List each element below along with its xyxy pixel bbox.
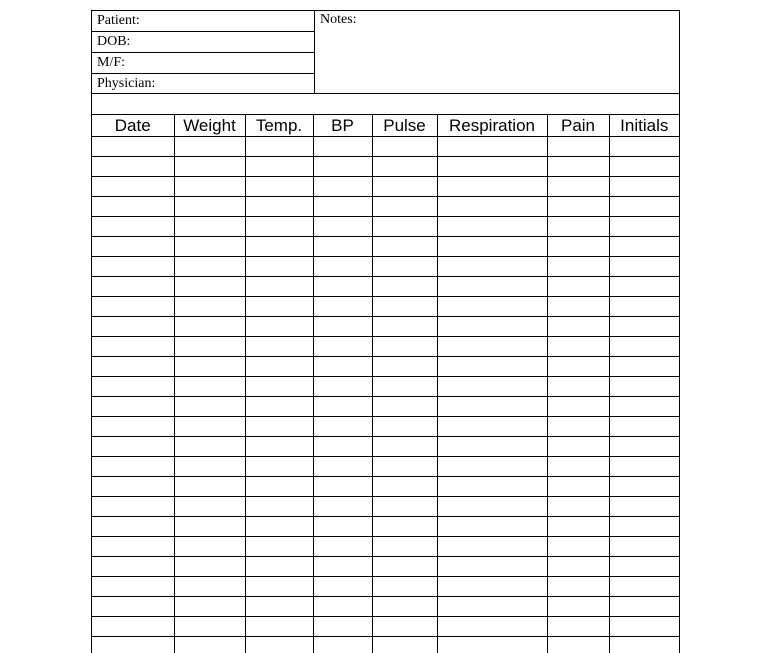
table-cell[interactable]: [437, 357, 547, 377]
table-cell[interactable]: [547, 637, 609, 653]
table-cell[interactable]: [609, 377, 679, 397]
table-cell[interactable]: [437, 317, 547, 337]
table-cell[interactable]: [313, 577, 372, 597]
table-cell[interactable]: [174, 517, 245, 537]
table-cell[interactable]: [547, 257, 609, 277]
table-cell[interactable]: [313, 417, 372, 437]
table-cell[interactable]: [245, 157, 313, 177]
table-cell[interactable]: [245, 317, 313, 337]
table-cell[interactable]: [372, 637, 437, 653]
table-cell[interactable]: [174, 557, 245, 577]
table-cell[interactable]: [92, 337, 174, 357]
table-cell[interactable]: [547, 277, 609, 297]
table-cell[interactable]: [313, 497, 372, 517]
column-header-initials: Initials: [609, 115, 679, 137]
table-cell[interactable]: [437, 417, 547, 437]
table-cell[interactable]: [437, 437, 547, 457]
table-row: [92, 257, 679, 277]
table-cell[interactable]: [174, 397, 245, 417]
table-cell[interactable]: [313, 217, 372, 237]
sex-field[interactable]: [92, 53, 314, 74]
table-cell[interactable]: [437, 277, 547, 297]
table-cell[interactable]: [372, 437, 437, 457]
table-cell[interactable]: [372, 597, 437, 617]
table-cell[interactable]: [174, 237, 245, 257]
table-cell[interactable]: [92, 197, 174, 217]
table-cell[interactable]: [313, 237, 372, 257]
patient-info-header: [92, 11, 679, 94]
table-cell[interactable]: [372, 577, 437, 597]
table-cell[interactable]: [372, 457, 437, 477]
table-cell[interactable]: [174, 277, 245, 297]
table-cell[interactable]: [174, 437, 245, 457]
table-cell[interactable]: [547, 597, 609, 617]
table-cell[interactable]: [372, 317, 437, 337]
table-cell[interactable]: [547, 417, 609, 437]
column-header-date: Date: [92, 115, 174, 137]
table-cell[interactable]: [372, 217, 437, 237]
table-cell[interactable]: [313, 477, 372, 497]
table-row: [92, 537, 679, 557]
table-cell[interactable]: [609, 437, 679, 457]
table-cell[interactable]: [547, 297, 609, 317]
table-cell[interactable]: [313, 357, 372, 377]
table-cell[interactable]: [547, 177, 609, 197]
table-cell[interactable]: [174, 217, 245, 237]
table-cell[interactable]: [437, 617, 547, 637]
table-cell[interactable]: [372, 177, 437, 197]
table-cell[interactable]: [92, 597, 174, 617]
table-cell[interactable]: [372, 197, 437, 217]
table-cell[interactable]: [92, 257, 174, 277]
table-cell[interactable]: [313, 557, 372, 577]
table-row: [92, 197, 679, 217]
table-cell[interactable]: [92, 397, 174, 417]
table-cell[interactable]: [174, 417, 245, 437]
table-cell[interactable]: [372, 357, 437, 377]
table-row: [92, 437, 679, 457]
sex-label: M/F:: [97, 55, 126, 70]
table-cell[interactable]: [372, 477, 437, 497]
table-cell[interactable]: [609, 337, 679, 357]
table-row: [92, 297, 679, 317]
table-row: [92, 617, 679, 637]
table-cell[interactable]: [174, 377, 245, 397]
table-cell[interactable]: [547, 357, 609, 377]
table-cell[interactable]: [437, 637, 547, 653]
table-row: [92, 337, 679, 357]
table-row: [92, 377, 679, 397]
table-cell[interactable]: [245, 177, 313, 197]
table-cell[interactable]: [92, 137, 174, 157]
table-cell[interactable]: [174, 337, 245, 357]
dob-label: DOB:: [97, 34, 131, 49]
table-cell[interactable]: [437, 537, 547, 557]
table-cell[interactable]: [245, 337, 313, 357]
table-cell[interactable]: [609, 297, 679, 317]
table-cell[interactable]: [92, 237, 174, 257]
table-cell[interactable]: [313, 277, 372, 297]
table-cell[interactable]: [547, 377, 609, 397]
table-cell[interactable]: [245, 617, 313, 637]
table-cell[interactable]: [174, 457, 245, 477]
table-cell[interactable]: [609, 157, 679, 177]
table-cell[interactable]: [372, 417, 437, 437]
table-cell[interactable]: [174, 177, 245, 197]
table-cell[interactable]: [609, 257, 679, 277]
table-cell[interactable]: [372, 137, 437, 157]
table-cell[interactable]: [437, 157, 547, 177]
table-cell[interactable]: [92, 557, 174, 577]
table-cell[interactable]: [547, 617, 609, 637]
table-cell[interactable]: [437, 577, 547, 597]
patient-field[interactable]: [92, 11, 314, 32]
table-cell[interactable]: [609, 497, 679, 517]
table-cell[interactable]: [174, 537, 245, 557]
table-cell[interactable]: [437, 257, 547, 277]
table-cell[interactable]: [372, 557, 437, 577]
table-cell[interactable]: [92, 517, 174, 537]
table-cell[interactable]: [245, 537, 313, 557]
table-cell[interactable]: [547, 557, 609, 577]
table-cell[interactable]: [437, 397, 547, 417]
table-cell[interactable]: [609, 457, 679, 477]
table-cell[interactable]: [372, 397, 437, 417]
table-cell[interactable]: [92, 437, 174, 457]
table-cell[interactable]: [437, 177, 547, 197]
table-cell[interactable]: [174, 357, 245, 377]
table-cell[interactable]: [437, 337, 547, 357]
table-cell[interactable]: [92, 377, 174, 397]
table-cell[interactable]: [174, 637, 245, 653]
table-cell[interactable]: [245, 417, 313, 437]
table-cell[interactable]: [313, 537, 372, 557]
table-row: [92, 517, 679, 537]
table-cell[interactable]: [609, 637, 679, 653]
table-cell[interactable]: [245, 597, 313, 617]
table-cell[interactable]: [174, 257, 245, 277]
table-row: [92, 497, 679, 517]
table-cell[interactable]: [547, 577, 609, 597]
patient-info-block: [92, 11, 315, 93]
table-cell[interactable]: [547, 537, 609, 557]
table-cell[interactable]: [174, 577, 245, 597]
table-row: [92, 417, 679, 437]
table-row: [92, 457, 679, 477]
table-header-row: [92, 115, 679, 137]
table-cell[interactable]: [92, 217, 174, 237]
table-row: [92, 577, 679, 597]
column-header-temp: Temp.: [245, 115, 313, 137]
table-cell[interactable]: [313, 437, 372, 457]
table-row: [92, 557, 679, 577]
table-cell[interactable]: [372, 497, 437, 517]
table-row: [92, 237, 679, 257]
table-cell[interactable]: [372, 377, 437, 397]
table-cell[interactable]: [245, 637, 313, 653]
table-cell[interactable]: [547, 437, 609, 457]
table-cell[interactable]: [313, 257, 372, 277]
table-cell[interactable]: [609, 517, 679, 537]
table-cell[interactable]: [547, 317, 609, 337]
table-cell[interactable]: [92, 537, 174, 557]
table-cell[interactable]: [174, 497, 245, 517]
table-cell[interactable]: [245, 217, 313, 237]
table-cell[interactable]: [547, 217, 609, 237]
table-cell[interactable]: [245, 257, 313, 277]
table-cell[interactable]: [372, 297, 437, 317]
table-cell[interactable]: [372, 257, 437, 277]
table-cell[interactable]: [313, 337, 372, 357]
table-cell[interactable]: [313, 377, 372, 397]
table-cell[interactable]: [437, 137, 547, 157]
table-cell[interactable]: [437, 217, 547, 237]
patient-label: Patient:: [97, 13, 140, 28]
table-cell[interactable]: [313, 157, 372, 177]
table-cell[interactable]: [245, 277, 313, 297]
table-cell[interactable]: [437, 237, 547, 257]
table-row: [92, 177, 679, 197]
table-cell[interactable]: [609, 557, 679, 577]
table-cell[interactable]: [547, 457, 609, 477]
table-cell[interactable]: [547, 197, 609, 217]
table-cell[interactable]: [245, 517, 313, 537]
table-cell[interactable]: [547, 237, 609, 257]
table-cell[interactable]: [174, 317, 245, 337]
table-cell[interactable]: [609, 417, 679, 437]
table-cell[interactable]: [437, 517, 547, 537]
table-cell[interactable]: [437, 377, 547, 397]
table-cell[interactable]: [313, 517, 372, 537]
table-cell[interactable]: [92, 297, 174, 317]
table-cell[interactable]: [609, 357, 679, 377]
vital-signs-table: [92, 115, 679, 653]
table-cell[interactable]: [92, 177, 174, 197]
table-cell[interactable]: [437, 597, 547, 617]
table-cell[interactable]: [245, 197, 313, 217]
table-cell[interactable]: [313, 617, 372, 637]
table-row: [92, 477, 679, 497]
table-cell[interactable]: [609, 317, 679, 337]
table-cell[interactable]: [92, 477, 174, 497]
column-header-weight: Weight: [174, 115, 245, 137]
table-cell[interactable]: [92, 357, 174, 377]
table-cell[interactable]: [313, 197, 372, 217]
table-cell[interactable]: [313, 397, 372, 417]
table-row: [92, 357, 679, 377]
table-cell[interactable]: [92, 577, 174, 597]
table-cell[interactable]: [92, 637, 174, 653]
table-cell[interactable]: [92, 317, 174, 337]
table-cell[interactable]: [437, 477, 547, 497]
column-header-pulse: Pulse: [372, 115, 437, 137]
table-cell[interactable]: [174, 197, 245, 217]
table-cell[interactable]: [609, 197, 679, 217]
table-cell[interactable]: [245, 557, 313, 577]
table-cell[interactable]: [547, 337, 609, 357]
table-cell[interactable]: [92, 617, 174, 637]
table-cell[interactable]: [245, 437, 313, 457]
table-cell[interactable]: [313, 457, 372, 477]
table-cell[interactable]: [547, 157, 609, 177]
table-cell[interactable]: [609, 277, 679, 297]
physician-label: Physician:: [97, 76, 156, 91]
table-row: [92, 397, 679, 417]
table-cell[interactable]: [437, 197, 547, 217]
table-cell[interactable]: [245, 357, 313, 377]
table-row: [92, 637, 679, 653]
table-cell[interactable]: [313, 317, 372, 337]
table-cell[interactable]: [609, 537, 679, 557]
table-cell[interactable]: [174, 477, 245, 497]
table-row: [92, 157, 679, 177]
table-cell[interactable]: [547, 477, 609, 497]
table-cell[interactable]: [609, 217, 679, 237]
table-cell[interactable]: [174, 157, 245, 177]
table-cell[interactable]: [174, 137, 245, 157]
table-cell[interactable]: [372, 237, 437, 257]
spacer-row: [92, 94, 679, 115]
table-cell[interactable]: [245, 377, 313, 397]
table-cell[interactable]: [437, 497, 547, 517]
table-cell[interactable]: [609, 617, 679, 637]
table-cell[interactable]: [372, 537, 437, 557]
column-header-pain: Pain: [547, 115, 609, 137]
physician-field[interactable]: [92, 74, 314, 94]
table-cell[interactable]: [372, 157, 437, 177]
table-cell[interactable]: [245, 457, 313, 477]
table-cell[interactable]: [245, 577, 313, 597]
table-cell[interactable]: [609, 477, 679, 497]
table-cell[interactable]: [437, 297, 547, 317]
table-cell[interactable]: [547, 137, 609, 157]
table-row: [92, 277, 679, 297]
table-cell[interactable]: [609, 397, 679, 417]
table-cell[interactable]: [313, 177, 372, 197]
table-cell[interactable]: [92, 497, 174, 517]
table-cell[interactable]: [245, 477, 313, 497]
table-cell[interactable]: [372, 517, 437, 537]
table-cell[interactable]: [174, 617, 245, 637]
table-cell[interactable]: [92, 457, 174, 477]
dob-field[interactable]: [92, 32, 314, 53]
table-row: [92, 597, 679, 617]
table-row: [92, 137, 679, 157]
table-body: [92, 137, 679, 653]
column-header-respiration: Respiration: [437, 115, 547, 137]
table-cell[interactable]: [313, 137, 372, 157]
table-cell[interactable]: [245, 397, 313, 417]
table-cell[interactable]: [92, 277, 174, 297]
table-cell[interactable]: [547, 517, 609, 537]
table-cell[interactable]: [92, 417, 174, 437]
table-cell[interactable]: [313, 637, 372, 653]
table-cell[interactable]: [437, 457, 547, 477]
table-cell[interactable]: [609, 577, 679, 597]
table-cell[interactable]: [372, 277, 437, 297]
table-cell[interactable]: [245, 237, 313, 257]
table-cell[interactable]: [609, 177, 679, 197]
table-cell[interactable]: [372, 617, 437, 637]
table-cell[interactable]: [313, 297, 372, 317]
table-cell[interactable]: [245, 297, 313, 317]
column-header-bp: BP: [313, 115, 372, 137]
table-cell[interactable]: [609, 237, 679, 257]
table-cell[interactable]: [609, 137, 679, 157]
table-cell[interactable]: [547, 397, 609, 417]
table-cell[interactable]: [245, 137, 313, 157]
table-cell[interactable]: [372, 337, 437, 357]
notes-field[interactable]: [320, 12, 357, 28]
notes-label: Notes:: [320, 12, 357, 27]
table-cell[interactable]: [547, 497, 609, 517]
table-cell[interactable]: [313, 597, 372, 617]
table-row: [92, 217, 679, 237]
table-cell[interactable]: [245, 497, 313, 517]
table-cell[interactable]: [174, 597, 245, 617]
vital-signs-log-sheet: [91, 10, 680, 653]
table-cell[interactable]: [92, 157, 174, 177]
table-row: [92, 317, 679, 337]
table-cell[interactable]: [437, 557, 547, 577]
table-cell[interactable]: [609, 597, 679, 617]
table-cell[interactable]: [174, 297, 245, 317]
